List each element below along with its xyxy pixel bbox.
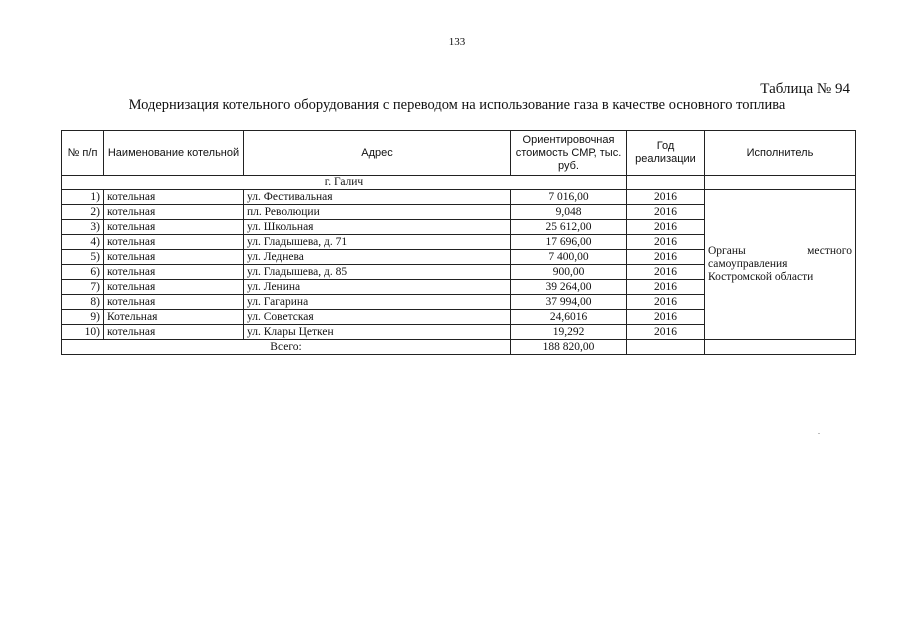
row-number: 1) — [62, 190, 104, 205]
column-header-num: № п/п — [62, 131, 104, 176]
boiler-name: котельная — [104, 265, 244, 280]
executor-line-1 — [708, 245, 852, 258]
boiler-year: 2016 — [627, 295, 705, 310]
city-name: г. Галич — [62, 176, 627, 190]
boiler-year: 2016 — [627, 265, 705, 280]
boiler-cost: 37 994,00 — [511, 295, 627, 310]
boiler-cost: 9,048 — [511, 205, 627, 220]
city-row-year-cell — [627, 176, 705, 190]
row-number: 9) — [62, 310, 104, 325]
total-row — [62, 340, 856, 355]
boiler-address: ул. Фестивальная — [244, 190, 511, 205]
row-number: 6) — [62, 265, 104, 280]
boiler-name: котельная — [104, 295, 244, 310]
boiler-year: 2016 — [627, 250, 705, 265]
city-row — [62, 176, 856, 190]
boiler-cost: 19,292 — [511, 325, 627, 340]
total-year-cell — [627, 340, 705, 355]
row-number: 4) — [62, 235, 104, 250]
column-header-year: Год реализации — [627, 131, 705, 176]
boiler-modernization-table — [61, 130, 856, 355]
boiler-address: ул. Ленина — [244, 280, 511, 295]
boiler-name: котельная — [104, 205, 244, 220]
boiler-address: пл. Революции — [244, 205, 511, 220]
row-number: 10) — [62, 325, 104, 340]
executor-line-3: Костромской области — [708, 271, 814, 283]
boiler-address: ул. Гагарина — [244, 295, 511, 310]
total-label: Всего: — [62, 340, 511, 355]
column-header-address: Адрес — [244, 131, 511, 176]
boiler-address: ул. Гладышева, д. 71 — [244, 235, 511, 250]
table-label: Таблица № 94 — [760, 81, 850, 97]
column-header-cost: Ориентировочная стоимость СМР, тыс. руб. — [511, 131, 627, 176]
row-number: 8) — [62, 295, 104, 310]
boiler-name: котельная — [104, 280, 244, 295]
total-cost: 188 820,00 — [511, 340, 627, 355]
boiler-cost: 900,00 — [511, 265, 627, 280]
row-number: 2) — [62, 205, 104, 220]
scan-speck — [818, 433, 820, 434]
boiler-year: 2016 — [627, 280, 705, 295]
boiler-name: котельная — [104, 190, 244, 205]
boiler-address: ул. Школьная — [244, 220, 511, 235]
column-header-name: Наименование котельной — [104, 131, 244, 176]
executor-cell — [705, 190, 856, 340]
executor-word-1: Органы — [708, 245, 746, 257]
page-number: 133 — [448, 36, 466, 48]
boiler-name: котельная — [104, 220, 244, 235]
boiler-year: 2016 — [627, 235, 705, 250]
boiler-year: 2016 — [627, 325, 705, 340]
row-number: 3) — [62, 220, 104, 235]
row-number: 7) — [62, 280, 104, 295]
boiler-cost: 17 696,00 — [511, 235, 627, 250]
boiler-name: котельная — [104, 250, 244, 265]
boiler-year: 2016 — [627, 220, 705, 235]
table-row — [62, 190, 856, 205]
boiler-name: Котельная — [104, 310, 244, 325]
boiler-address: ул. Леднева — [244, 250, 511, 265]
total-executor-cell — [705, 340, 856, 355]
row-number: 5) — [62, 250, 104, 265]
boiler-address: ул. Клары Цеткен — [244, 325, 511, 340]
boiler-name: котельная — [104, 235, 244, 250]
boiler-cost: 7 400,00 — [511, 250, 627, 265]
boiler-year: 2016 — [627, 205, 705, 220]
executor-line-2: самоуправления — [708, 258, 788, 270]
boiler-cost: 39 264,00 — [511, 280, 627, 295]
boiler-cost: 7 016,00 — [511, 190, 627, 205]
column-header-executor: Исполнитель — [705, 131, 856, 176]
boiler-year: 2016 — [627, 190, 705, 205]
boiler-cost: 25 612,00 — [511, 220, 627, 235]
boiler-cost: 24,6016 — [511, 310, 627, 325]
city-row-executor-cell — [705, 176, 856, 190]
executor-word-2: местного — [807, 245, 852, 257]
boiler-name: котельная — [104, 325, 244, 340]
table-header-row — [62, 131, 856, 176]
table-caption: Модернизация котельного оборудования с переводом на использование газа в качестве основного топлива — [128, 97, 786, 113]
boiler-address: ул. Советская — [244, 310, 511, 325]
boiler-address: ул. Гладышева, д. 85 — [244, 265, 511, 280]
boiler-year: 2016 — [627, 310, 705, 325]
